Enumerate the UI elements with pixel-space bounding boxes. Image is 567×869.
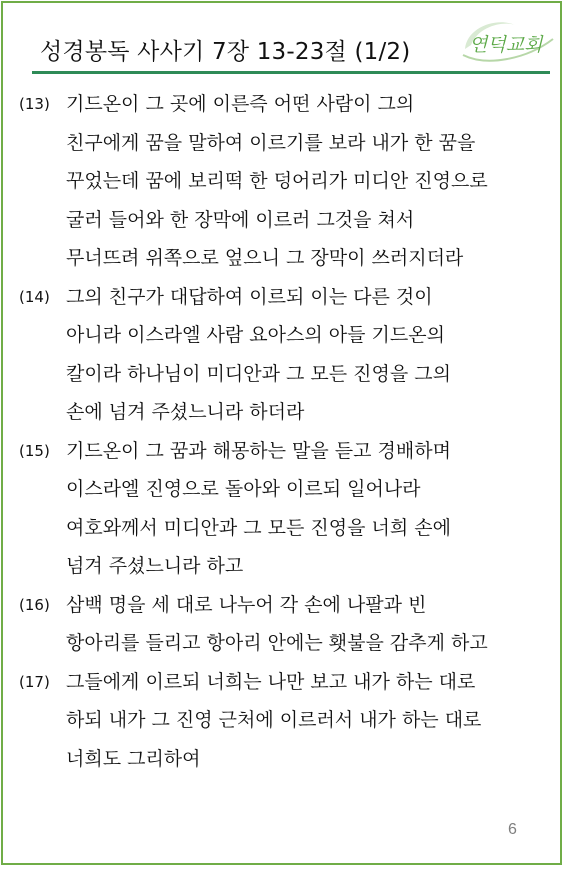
slide-title: 성경봉독 사사기 7장 13-23절 (1/2) (40, 39, 411, 65)
church-logo-mark (457, 15, 557, 73)
page-number: 6 (508, 821, 517, 838)
slide-frame (1, 1, 562, 865)
verse-line: 굴러 들어와 한 장막에 이르러 그것을 쳐서 (66, 208, 415, 231)
verse-number: (14) (19, 287, 50, 306)
verse-line: 하되 내가 그 진영 근처에 이르러서 내가 하는 대로 (66, 709, 482, 731)
verse-line: 항아리를 들리고 항아리 안에는 횃불을 감추게 하고 (66, 632, 488, 654)
verse-line: 무너뜨려 위쪽으로 엎으니 그 장막이 쓰러지더라 (66, 247, 464, 269)
church-logo (457, 15, 557, 73)
verse-line: 친구에게 꿈을 말하여 이르기를 보라 내가 한 꿈을 (66, 131, 476, 154)
verse-block (19, 278, 554, 432)
verse-line: 여호와께서 미디안과 그 모든 진영을 너희 손에 (66, 516, 451, 539)
verse-line: 꾸었는데 꿈에 보리떡 한 덩어리가 미디안 진영으로 (66, 170, 488, 192)
verse-number: (16) (19, 595, 50, 614)
verse-line: 너희도 그리하여 (66, 747, 201, 770)
verse-line: 손에 넘겨 주셨느니라 하더라 (66, 401, 305, 423)
verse-block (19, 663, 554, 779)
verse-block (19, 85, 554, 278)
verse-line: 기드온이 그 곳에 이른즉 어떤 사람이 그의 (66, 93, 415, 115)
verse-list (19, 85, 554, 778)
verse-block (19, 432, 554, 586)
verse-line: 기드온이 그 꿈과 해몽하는 말을 듣고 경배하며 (66, 439, 451, 462)
verse-number: (15) (19, 441, 50, 460)
verse-block (19, 586, 554, 663)
verse-line: 삼백 명을 세 대로 나누어 각 손에 나팔과 빈 (66, 593, 427, 616)
verse-line: 그들에게 이르되 너희는 나만 보고 내가 하는 대로 (66, 670, 476, 693)
church-logo-text: 연덕교회 (469, 34, 543, 56)
verse-line: 칼이라 하나님이 미디안과 그 모든 진영을 그의 (66, 362, 451, 385)
verse-line: 넘겨 주셨느니라 하고 (66, 555, 244, 577)
title-underline (32, 71, 550, 74)
verse-line: 이스라엘 진영으로 돌아와 이르되 일어나라 (66, 478, 421, 500)
verse-line: 그의 친구가 대답하여 이르되 이는 다른 것이 (66, 285, 433, 308)
verse-number: (17) (19, 672, 50, 691)
verse-line: 아니라 이스라엘 사람 요아스의 아들 기드온의 (66, 324, 445, 346)
verse-number: (13) (19, 95, 50, 113)
